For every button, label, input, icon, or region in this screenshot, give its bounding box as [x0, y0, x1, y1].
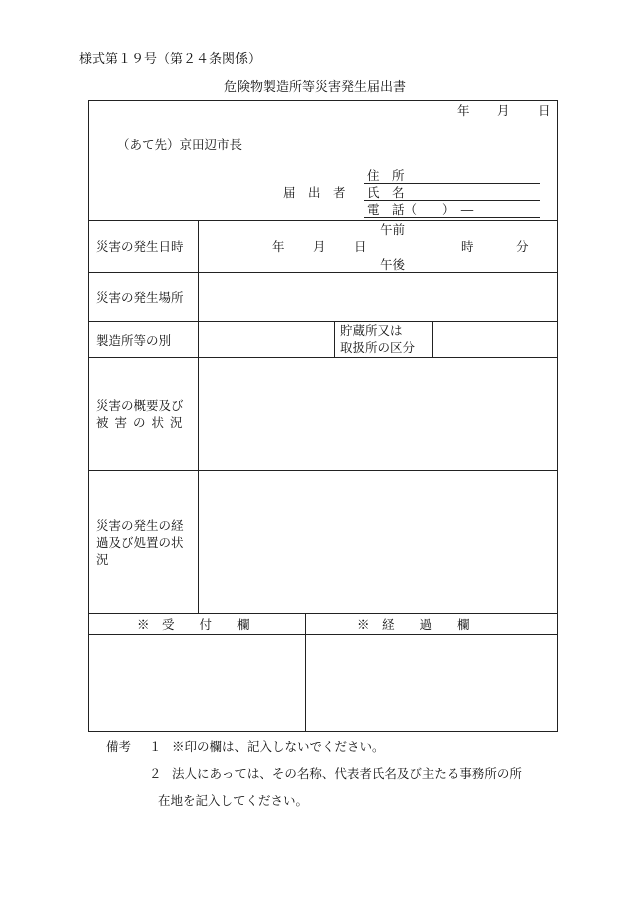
datetime-year-label: 年 [272, 239, 285, 254]
progress-label-line3: 況 [96, 552, 109, 567]
applicant-label: 届 出 者 [283, 185, 346, 200]
occurrence-datetime-label: 災害の発生日時 [96, 239, 184, 254]
summary-label-line1: 災害の概要及び [96, 398, 184, 413]
progress-label-line1: 災害の発生の経 [96, 518, 184, 533]
address-label: 住 所 [367, 168, 405, 183]
phone-label: 電 話（ ） ― [367, 202, 474, 217]
datetime-day-label: 日 [354, 239, 367, 254]
datetime-month-label: 月 [313, 239, 326, 254]
summary-label-line2 [96, 415, 188, 430]
document-title: 危険物製造所等災害発生届出書 [223, 80, 406, 95]
notes-label: 備考 [106, 739, 132, 754]
note1-number: １ [149, 739, 162, 754]
pm-label: 午後 [380, 257, 406, 272]
date-day-label: 日 [538, 103, 551, 118]
storage-category-label-1: 貯蔵所又は [340, 323, 403, 338]
minute-label: 分 [516, 239, 529, 254]
progress-label-line2: 過及び処置の状 [96, 535, 184, 550]
hour-label: 時 [461, 239, 474, 254]
note2-text-line2: 在地を記入してください。 [158, 793, 309, 808]
name-label: 氏 名 [367, 185, 405, 200]
reception-header: ※ 受 付 欄 [137, 617, 250, 632]
addressee: （あて先）京田辺市長 [117, 137, 243, 152]
note2-text-line1: 法人にあっては、その名称、代表者氏名及び主たる事務所の所 [172, 766, 522, 781]
date-year-label: 年 [457, 103, 470, 118]
summary-label-line2-text: 被害の状況 [96, 415, 189, 430]
progress-column-header: ※ 経 過 欄 [357, 617, 470, 632]
note2-number: ２ [149, 766, 162, 781]
facility-type-label: 製造所等の別 [96, 333, 172, 348]
date-month-label: 月 [497, 103, 510, 118]
occurrence-place-label: 災害の発生場所 [96, 290, 184, 305]
form-number: 様式第１９号（第２４条関係） [79, 52, 262, 67]
am-label: 午前 [380, 222, 406, 237]
storage-category-label-2: 取扱所の区分 [340, 340, 416, 355]
note1-text: ※印の欄は、記入しないでください。 [172, 739, 385, 754]
